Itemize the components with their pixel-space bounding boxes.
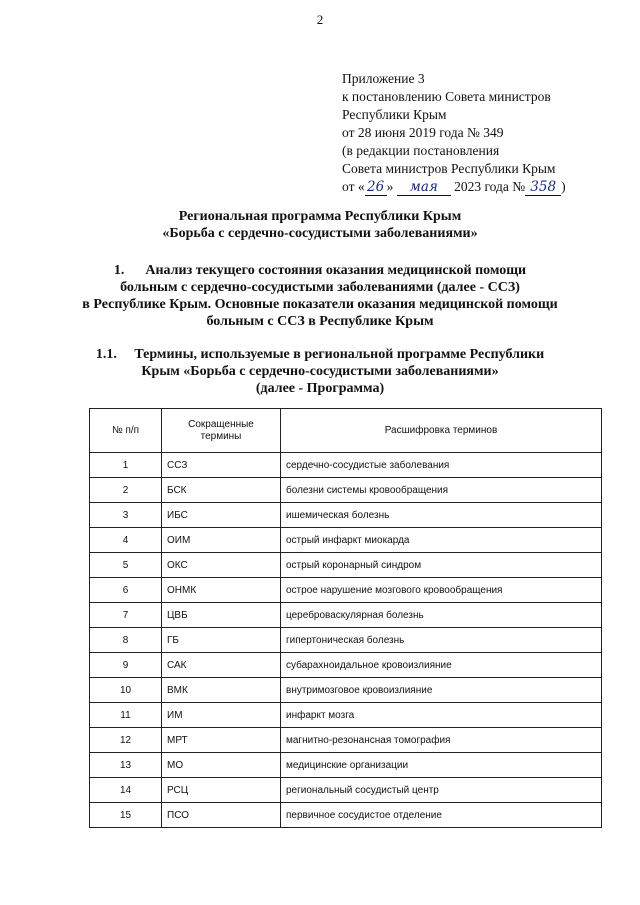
row-number: 7 xyxy=(90,603,162,628)
section-1-1-heading xyxy=(0,346,640,397)
row-number: 15 xyxy=(90,803,162,828)
appendix-line: (в редакции постановления xyxy=(342,143,500,158)
date-prefix: от « xyxy=(342,179,365,194)
date-year: 2023 года № xyxy=(454,179,526,194)
row-abbreviation: ОКС xyxy=(162,553,281,578)
date-suffix: ) xyxy=(561,179,566,194)
appendix-line: Совета министров Республики Крым xyxy=(342,161,556,176)
row-number: 4 xyxy=(90,528,162,553)
row-abbreviation: МО xyxy=(162,753,281,778)
row-abbreviation: ОИМ xyxy=(162,528,281,553)
section-1-line: больным с сердечно-сосудистыми заболеваниями (далее - ССЗ) xyxy=(120,280,520,295)
section-1-1-line: Крым «Борьба с сердечно-сосудистыми заболеваниями» xyxy=(141,364,499,379)
row-description: первичное сосудистое отделение xyxy=(281,803,602,828)
row-description: региональный сосудистый центр xyxy=(281,778,602,803)
table-row xyxy=(90,778,602,803)
row-description: субарахноидальное кровоизлияние xyxy=(281,653,602,678)
section-1-heading xyxy=(0,262,640,330)
header-num: № п/п xyxy=(90,409,162,453)
handwritten-month: мая xyxy=(397,180,451,196)
row-number: 10 xyxy=(90,678,162,703)
handwritten-number: 358 xyxy=(525,180,561,196)
program-title-line: Региональная программа Республики Крым xyxy=(178,209,462,224)
table-row xyxy=(90,728,602,753)
appendix-header xyxy=(342,70,632,196)
date-mid: » xyxy=(386,179,394,194)
row-abbreviation: САК xyxy=(162,653,281,678)
table-row xyxy=(90,503,602,528)
section-1-1-line: (далее - Программа) xyxy=(255,381,385,396)
table-row xyxy=(90,653,602,678)
row-description: ишемическая болезнь xyxy=(281,503,602,528)
row-abbreviation: РСЦ xyxy=(162,778,281,803)
appendix-line: Республики Крым xyxy=(342,107,447,122)
table-row xyxy=(90,478,602,503)
row-description: магнитно-резонансная томография xyxy=(281,728,602,753)
row-number: 5 xyxy=(90,553,162,578)
header-abbr xyxy=(162,409,281,453)
row-number: 12 xyxy=(90,728,162,753)
row-number: 9 xyxy=(90,653,162,678)
header-desc: Расшифровка терминов xyxy=(281,409,602,453)
row-number: 6 xyxy=(90,578,162,603)
row-number: 13 xyxy=(90,753,162,778)
header-abbr-line: Сокращенные xyxy=(188,418,254,430)
appendix-line: к постановлению Совета министров xyxy=(342,89,551,104)
row-description: медицинские организации xyxy=(281,753,602,778)
row-number: 11 xyxy=(90,703,162,728)
table-row xyxy=(90,453,602,478)
appendix-date-line xyxy=(342,178,632,196)
table-row xyxy=(90,703,602,728)
row-description: инфаркт мозга xyxy=(281,703,602,728)
row-abbreviation: ГБ xyxy=(162,628,281,653)
row-abbreviation: МРТ xyxy=(162,728,281,753)
program-title xyxy=(0,208,640,242)
row-description: острый инфаркт миокарда xyxy=(281,528,602,553)
terms-table xyxy=(89,408,602,828)
row-abbreviation: ОНМК xyxy=(162,578,281,603)
program-title-line: «Борьба с сердечно-сосудистыми заболеваниями» xyxy=(162,226,478,241)
table-row xyxy=(90,753,602,778)
table-row xyxy=(90,803,602,828)
table-row xyxy=(90,578,602,603)
table-row xyxy=(90,603,602,628)
appendix-line: Приложение 3 xyxy=(342,71,425,86)
page-number: 2 xyxy=(316,12,324,27)
row-number: 3 xyxy=(90,503,162,528)
row-description: внутримозговое кровоизлияние xyxy=(281,678,602,703)
row-abbreviation: ЦВБ xyxy=(162,603,281,628)
row-description: гипертоническая болезнь xyxy=(281,628,602,653)
row-description: острый коронарный синдром xyxy=(281,553,602,578)
row-number: 2 xyxy=(90,478,162,503)
row-abbreviation: ВМК xyxy=(162,678,281,703)
row-abbreviation: ССЗ xyxy=(162,453,281,478)
row-abbreviation: БСК xyxy=(162,478,281,503)
table-row xyxy=(90,628,602,653)
table-row xyxy=(90,553,602,578)
appendix-line: от 28 июня 2019 года № 349 xyxy=(342,125,504,140)
table-header-row xyxy=(90,409,602,453)
table-row xyxy=(90,678,602,703)
row-number: 14 xyxy=(90,778,162,803)
section-1-1-line: 1.1. Термины, используемые в региональной программе Республики xyxy=(95,347,545,362)
row-number: 1 xyxy=(90,453,162,478)
section-1-line: в Республике Крым. Основные показатели оказания медицинской помощи xyxy=(82,297,558,312)
section-1-line: 1. Анализ текущего состояния оказания медицинской помощи xyxy=(113,263,527,278)
row-abbreviation: ИМ xyxy=(162,703,281,728)
row-abbreviation: ИБС xyxy=(162,503,281,528)
row-description: цереброваскулярная болезнь xyxy=(281,603,602,628)
handwritten-day: 26 xyxy=(365,180,387,196)
row-description: болезни системы кровообращения xyxy=(281,478,602,503)
header-abbr-line: термины xyxy=(200,430,242,442)
row-description: сердечно-сосудистые заболевания xyxy=(281,453,602,478)
row-number: 8 xyxy=(90,628,162,653)
table-row xyxy=(90,528,602,553)
row-description: острое нарушение мозгового кровообращения xyxy=(281,578,602,603)
row-abbreviation: ПСО xyxy=(162,803,281,828)
section-1-line: больным с ССЗ в Республике Крым xyxy=(206,314,434,329)
